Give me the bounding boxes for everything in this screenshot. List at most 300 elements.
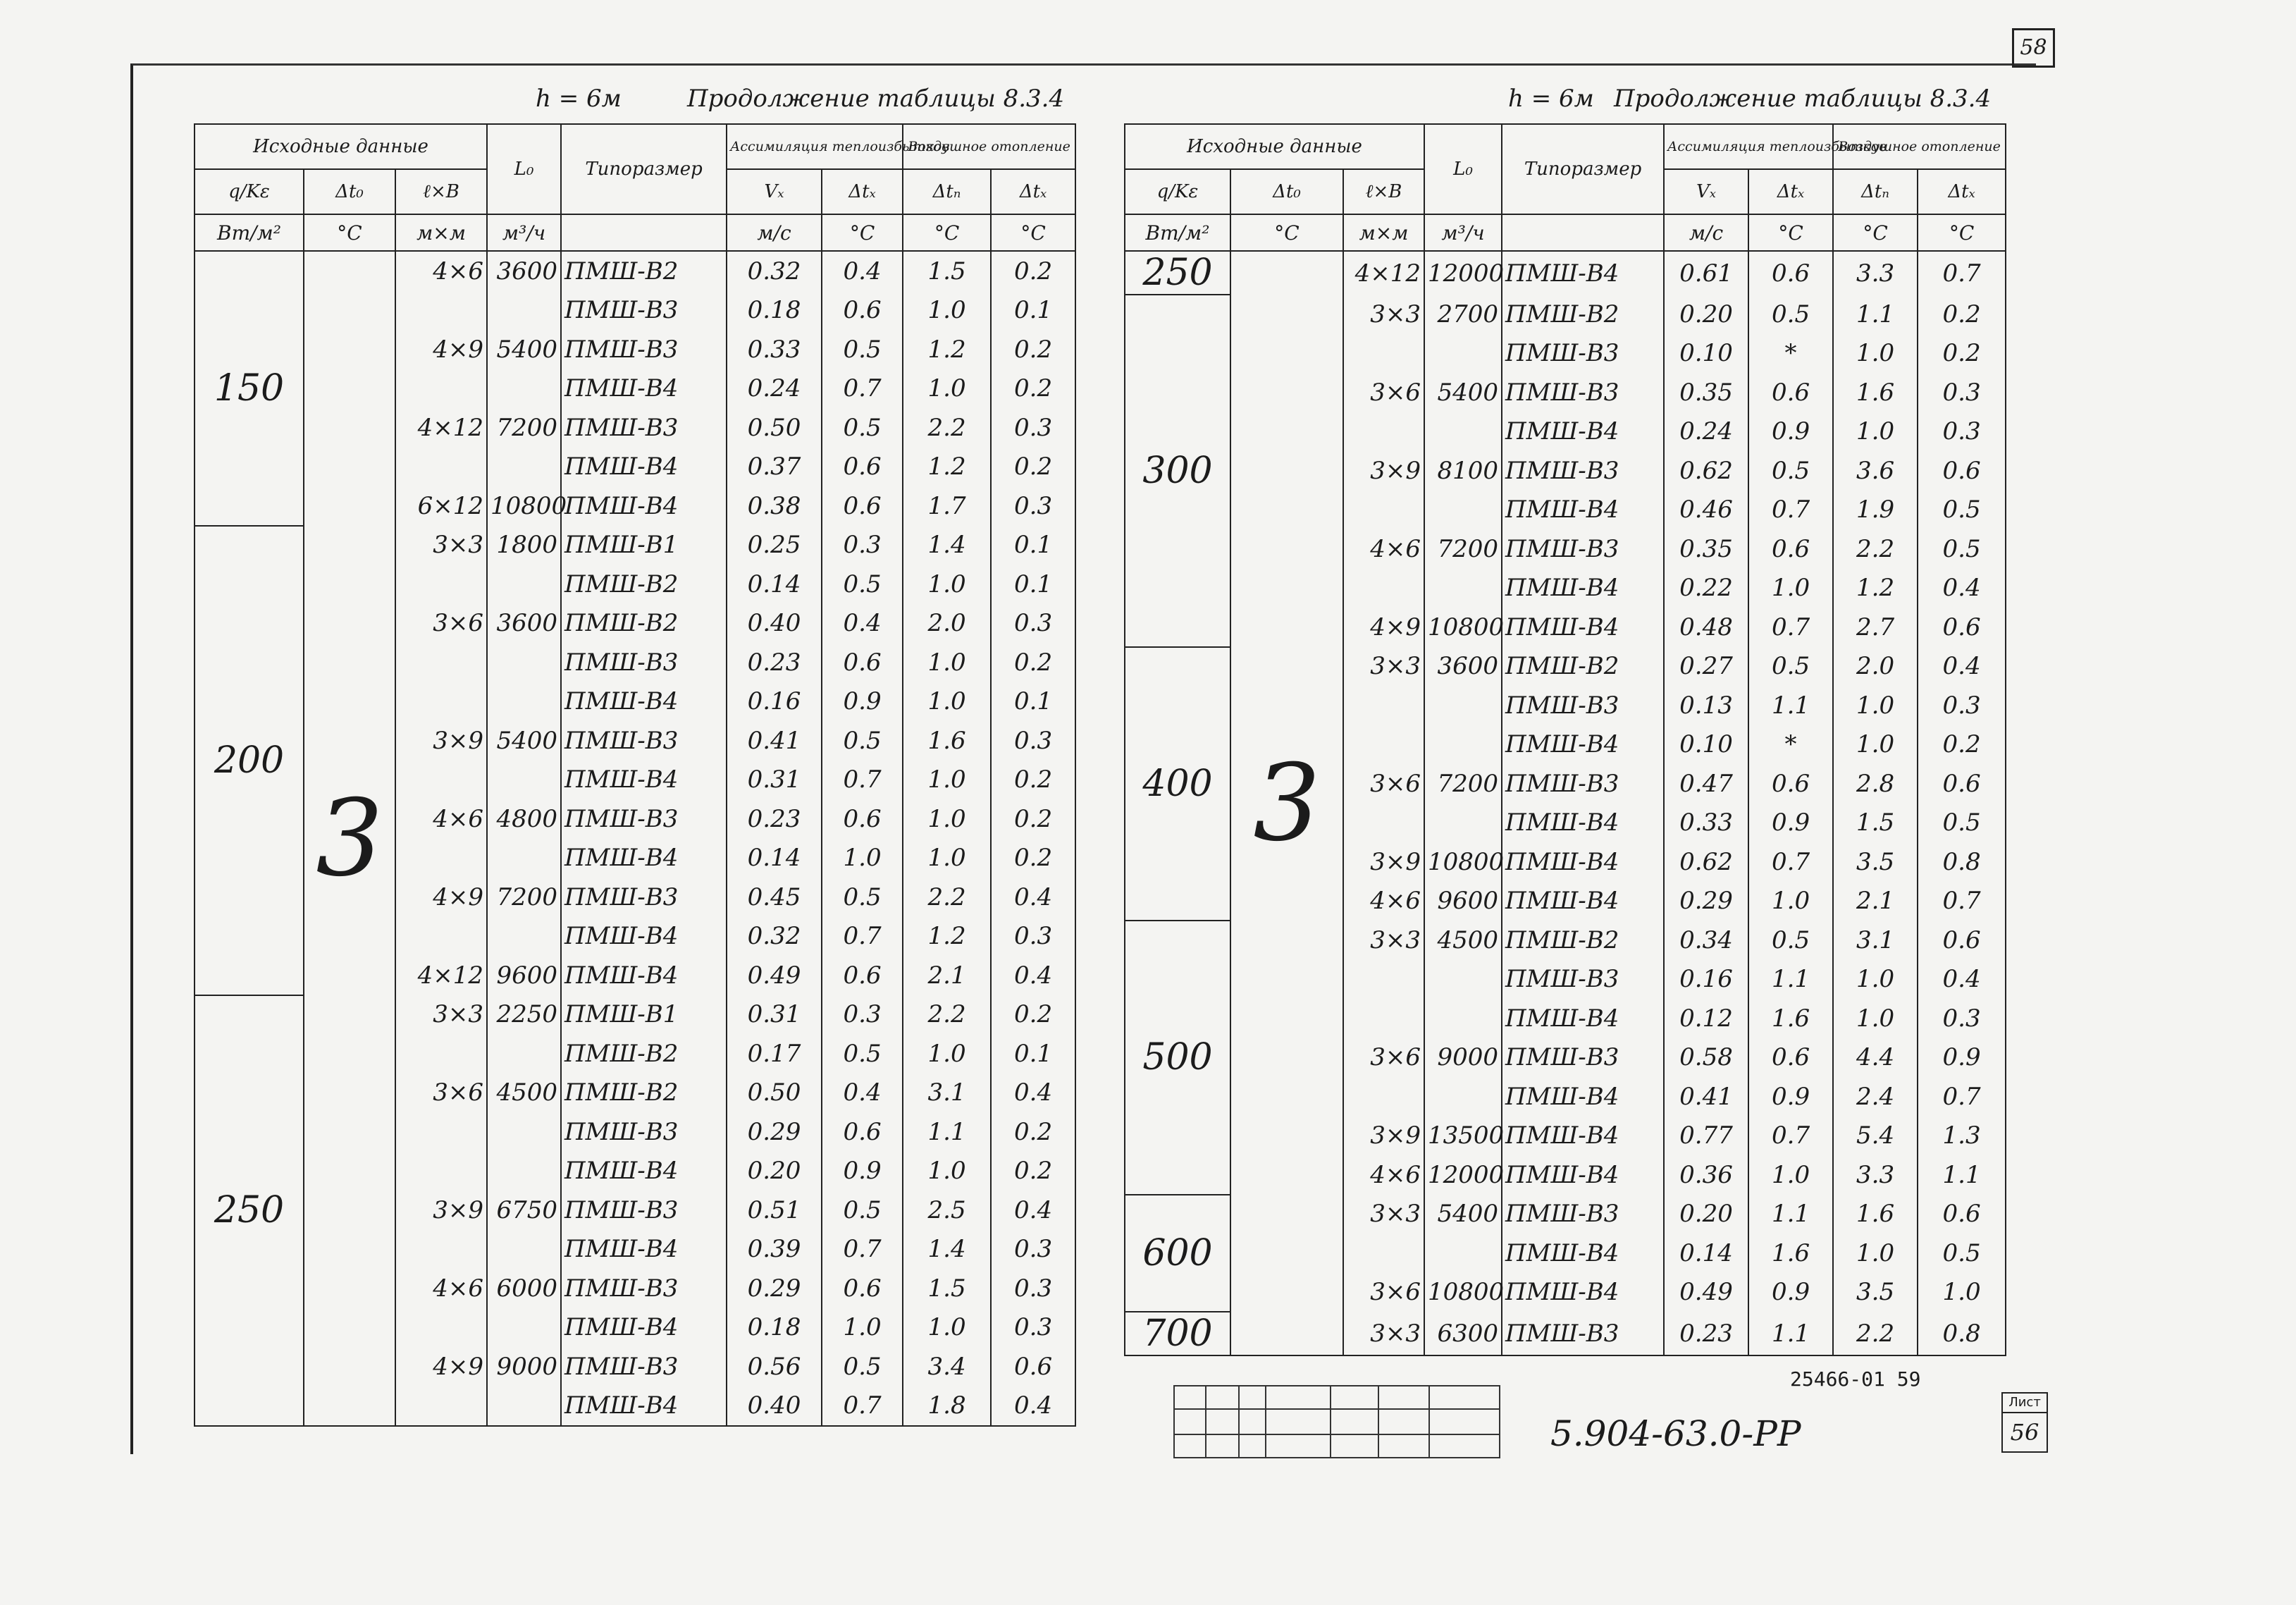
cell-dtx2: 0.3: [1918, 412, 2006, 452]
unit-q: Вт/м²: [1125, 214, 1230, 251]
cell-lxb: 4×6: [1343, 1155, 1424, 1195]
cell-vx: 0.29: [727, 1269, 822, 1308]
unit-L0: м³/ч: [487, 214, 561, 251]
cell-lxb: 3×6: [1343, 1273, 1424, 1312]
cell-dtx2: 0.2: [1918, 334, 2006, 374]
cell-L0: 6300: [1424, 1312, 1502, 1355]
cell-vx: 0.62: [1664, 842, 1748, 882]
cell-L0: 4800: [487, 799, 561, 839]
cell-type: ПМШ-В4: [561, 682, 727, 722]
cell-lxb: [395, 839, 487, 878]
cell-vx: 0.58: [1664, 1038, 1748, 1078]
cell-dtn: 1.8: [903, 1386, 991, 1427]
header-vx: Vₓ: [1664, 169, 1748, 214]
cell-vx: 0.35: [1664, 373, 1748, 412]
cell-dtn: 3.3: [1833, 251, 1918, 295]
cell-dtn: 1.6: [1833, 373, 1918, 412]
cell-lxb: 3×6: [395, 604, 487, 644]
cell-dtn: 1.0: [903, 1308, 991, 1348]
cell-lxb: 3×9: [1343, 842, 1424, 882]
cell-vx: 0.29: [1664, 882, 1748, 921]
cell-lxb: 3×3: [1343, 295, 1424, 334]
cell-dtx2: 0.2: [991, 1152, 1075, 1191]
unit-q: Вт/м²: [195, 214, 304, 251]
header-lxb: ℓ×B: [1343, 169, 1424, 214]
cell-type: ПМШ-В3: [1502, 1038, 1664, 1078]
cell-dtx2: 0.5: [1918, 1234, 2006, 1273]
cell-dtx2: 0.3: [991, 1269, 1075, 1308]
cell-L0: 7200: [487, 408, 561, 448]
cell-vx: 0.34: [1664, 921, 1748, 960]
cell-type: ПМШ-В3: [561, 878, 727, 917]
cell-dtx: 0.6: [822, 1269, 903, 1308]
cell-dtx: 1.0: [1748, 882, 1833, 921]
cell-dtx2: 0.5: [1918, 529, 2006, 569]
cell-dtx: 0.3: [822, 526, 903, 565]
cell-L0: [1424, 1077, 1502, 1117]
unit-type: [561, 214, 727, 251]
cell-dtx: 0.6: [1748, 529, 1833, 569]
cell-type: ПМШ-В4: [1502, 725, 1664, 765]
cell-vx: 0.62: [1664, 451, 1748, 491]
cell-vx: 0.48: [1664, 608, 1748, 647]
cell-dtx: 1.0: [1748, 569, 1833, 608]
cell-dtx2: 0.3: [991, 486, 1075, 526]
cell-dtx2: 0.2: [991, 839, 1075, 878]
cell-vx: 0.16: [1664, 960, 1748, 1000]
cell-vx: 0.31: [727, 761, 822, 800]
cell-dtx: 0.6: [1748, 1038, 1833, 1078]
cell-dtn: 1.0: [903, 839, 991, 878]
cell-dtx: 0.6: [822, 486, 903, 526]
cell-L0: [487, 1308, 561, 1348]
left-table: [194, 123, 1076, 1427]
cell-dtx: 0.7: [1748, 608, 1833, 647]
cell-lxb: [395, 1112, 487, 1152]
cell-type: ПМШ-В1: [561, 526, 727, 565]
cell-type: ПМШ-В4: [1502, 412, 1664, 452]
cell-L0: [1424, 725, 1502, 765]
cell-dtx2: 0.5: [1918, 491, 2006, 530]
cell-L0: [487, 761, 561, 800]
cell-dtx: 0.7: [1748, 491, 1833, 530]
cell-dtx2: 0.6: [1918, 921, 2006, 960]
cell-lxb: 4×9: [395, 330, 487, 369]
cell-vx: 0.49: [727, 956, 822, 995]
cell-dtn: 1.0: [1833, 999, 1918, 1038]
cell-vx: 0.31: [727, 995, 822, 1035]
cell-L0: 7200: [1424, 764, 1502, 804]
cell-type: ПМШ-В3: [561, 408, 727, 448]
right-table: [1124, 123, 2006, 1356]
cell-q-group: 150: [195, 251, 304, 526]
cell-vx: 0.38: [727, 486, 822, 526]
cell-lxb: 4×6: [395, 1269, 487, 1308]
cell-L0: [487, 565, 561, 604]
cell-dtn: 2.5: [903, 1191, 991, 1230]
cell-type: ПМШ-В2: [561, 1034, 727, 1074]
cell-dtx2: 0.1: [991, 565, 1075, 604]
cell-dtx: 0.5: [1748, 921, 1833, 960]
cell-vx: 0.45: [727, 878, 822, 917]
cell-dtn: 2.0: [1833, 647, 1918, 687]
cell-type: ПМШ-В3: [1502, 451, 1664, 491]
cell-lxb: [1343, 412, 1424, 452]
cell-L0: 3600: [487, 604, 561, 644]
cell-dtn: 1.5: [903, 1269, 991, 1308]
cell-vx: 0.13: [1664, 686, 1748, 725]
cell-dtx2: 0.2: [991, 643, 1075, 682]
cell-L0: 7200: [1424, 529, 1502, 569]
cell-dtx2: 0.6: [1918, 608, 2006, 647]
cell-dtn: 1.0: [903, 565, 991, 604]
cell-dtx: 0.5: [822, 721, 903, 761]
cell-dtn: 3.6: [1833, 451, 1918, 491]
cell-dtx: 1.6: [1748, 999, 1833, 1038]
cell-L0: [487, 682, 561, 722]
cell-L0: 13500: [1424, 1117, 1502, 1156]
cell-lxb: 3×9: [395, 1191, 487, 1230]
cell-type: ПМШ-В3: [561, 721, 727, 761]
cell-vx: 0.14: [1664, 1234, 1748, 1273]
cell-dtn: 2.2: [903, 408, 991, 448]
cell-dtn: 1.2: [903, 448, 991, 487]
cell-type: ПМШ-В3: [561, 330, 727, 369]
cell-L0: 5400: [487, 330, 561, 369]
cell-dtx2: 0.3: [1918, 373, 2006, 412]
cell-dtx: 1.1: [1748, 1312, 1833, 1355]
cell-dtx: 0.7: [822, 1386, 903, 1427]
cell-L0: [1424, 412, 1502, 452]
cell-dtx: 0.6: [1748, 764, 1833, 804]
cell-lxb: 3×6: [395, 1074, 487, 1113]
cell-vx: 0.77: [1664, 1117, 1748, 1156]
cell-vx: 0.61: [1664, 251, 1748, 295]
cell-vx: 0.32: [727, 917, 822, 957]
cell-dtx: 1.0: [822, 1308, 903, 1348]
cell-lxb: [395, 448, 487, 487]
cell-L0: [1424, 569, 1502, 608]
cell-dtx2: 0.2: [991, 369, 1075, 409]
cell-lxb: 4×12: [395, 408, 487, 448]
cell-dtn: 1.0: [1833, 412, 1918, 452]
cell-type: ПМШ-В4: [561, 761, 727, 800]
cell-dtn: 1.4: [903, 1230, 991, 1269]
cell-type: ПМШ-В4: [561, 369, 727, 409]
left-heading-height: h = 6м: [536, 85, 622, 113]
cell-type: ПМШ-В2: [1502, 647, 1664, 687]
cell-dtn: 1.6: [903, 721, 991, 761]
cell-L0: 9000: [1424, 1038, 1502, 1078]
cell-type: ПМШ-В4: [1502, 999, 1664, 1038]
cell-vx: 0.18: [727, 1308, 822, 1348]
cell-L0: 3600: [1424, 647, 1502, 687]
unit-vx: м/с: [727, 214, 822, 251]
cell-q-group: 500: [1125, 921, 1230, 1195]
header-L0: L₀: [1424, 124, 1502, 214]
cell-lxb: [1343, 999, 1424, 1038]
cell-vx: 0.27: [1664, 647, 1748, 687]
cell-lxb: 4×6: [1343, 529, 1424, 569]
cell-L0: 10800: [1424, 842, 1502, 882]
cell-dtx: 0.4: [822, 604, 903, 644]
cell-dtx: 0.7: [1748, 842, 1833, 882]
cell-q-group: 400: [1125, 647, 1230, 921]
cell-type: ПМШ-В3: [561, 643, 727, 682]
cell-dtx: 0.9: [1748, 804, 1833, 843]
cell-dtx: 0.3: [822, 995, 903, 1035]
cell-vx: 0.33: [1664, 804, 1748, 843]
cell-dtn: 5.4: [1833, 1117, 1918, 1156]
cell-dtn: 1.0: [903, 799, 991, 839]
title-block-stamp: [1173, 1385, 1498, 1456]
cell-lxb: 3×6: [1343, 373, 1424, 412]
header-initial-data: Исходные данные: [1125, 124, 1424, 169]
cell-L0: [1424, 491, 1502, 530]
cell-dtx: 0.6: [822, 643, 903, 682]
cell-dtx: 0.7: [822, 917, 903, 957]
header-dtn: Δtₙ: [1833, 169, 1918, 214]
cell-lxb: [395, 682, 487, 722]
cell-dtx: 0.7: [822, 369, 903, 409]
cell-lxb: 3×3: [395, 995, 487, 1035]
document-subcode: 25466-01 59: [1790, 1367, 1921, 1391]
cell-dtn: 1.0: [1833, 960, 1918, 1000]
cell-vx: 0.23: [727, 643, 822, 682]
cell-L0: 8100: [1424, 451, 1502, 491]
cell-dtx2: 0.4: [991, 1386, 1075, 1427]
header-vx: Vₓ: [727, 169, 822, 214]
cell-dtn: 2.0: [903, 604, 991, 644]
cell-type: ПМШ-В4: [1502, 251, 1664, 295]
header-L0: L₀: [487, 124, 561, 214]
cell-dtx: 0.7: [822, 761, 903, 800]
cell-q-group: 300: [1125, 295, 1230, 647]
cell-L0: [487, 643, 561, 682]
unit-dtn: °С: [903, 214, 991, 251]
cell-vx: 0.36: [1664, 1155, 1748, 1195]
cell-dtx: *: [1748, 725, 1833, 765]
sheet-number: 56: [2010, 1419, 2039, 1446]
cell-dtx2: 0.1: [991, 1034, 1075, 1074]
cell-dtx: 0.6: [822, 291, 903, 331]
cell-type: ПМШ-В4: [561, 1230, 727, 1269]
cell-dtx2: 0.1: [991, 526, 1075, 565]
cell-q-group: 700: [1125, 1312, 1230, 1355]
cell-dtx: 0.6: [822, 1112, 903, 1152]
unit-dtn: °С: [1833, 214, 1918, 251]
cell-vx: 0.20: [1664, 295, 1748, 334]
cell-dtn: 2.1: [903, 956, 991, 995]
cell-L0: [1424, 334, 1502, 374]
cell-type: ПМШ-В3: [1502, 529, 1664, 569]
cell-dtn: 1.1: [1833, 295, 1918, 334]
cell-L0: 5400: [487, 721, 561, 761]
cell-dtx2: 0.6: [1918, 764, 2006, 804]
cell-dtx: 0.7: [822, 1230, 903, 1269]
cell-dtx2: 0.9: [1918, 1038, 2006, 1078]
cell-lxb: 4×9: [395, 1347, 487, 1386]
cell-L0: 3600: [487, 251, 561, 291]
unit-L0: м³/ч: [1424, 214, 1502, 251]
cell-L0: [487, 1386, 561, 1427]
cell-type: ПМШ-В2: [561, 604, 727, 644]
header-dt0: Δt₀: [304, 169, 395, 214]
cell-dtn: 2.4: [1833, 1077, 1918, 1117]
cell-dtn: 3.3: [1833, 1155, 1918, 1195]
cell-dtx2: 0.3: [991, 1308, 1075, 1348]
cell-dtn: 3.4: [903, 1347, 991, 1386]
cell-lxb: [1343, 804, 1424, 843]
cell-dtx2: 0.4: [1918, 569, 2006, 608]
cell-lxb: 4×12: [395, 956, 487, 995]
cell-type: ПМШ-В2: [1502, 295, 1664, 334]
cell-vx: 0.23: [1664, 1312, 1748, 1355]
cell-dtn: 1.6: [1833, 1195, 1918, 1234]
cell-L0: 4500: [487, 1074, 561, 1113]
cell-dtx2: 0.8: [1918, 842, 2006, 882]
cell-lxb: 4×6: [395, 251, 487, 291]
cell-lxb: [395, 565, 487, 604]
cell-dtx2: 0.2: [1918, 295, 2006, 334]
cell-dtx: *: [1748, 334, 1833, 374]
cell-dtx2: 0.8: [1918, 1312, 2006, 1355]
cell-vx: 0.47: [1664, 764, 1748, 804]
cell-lxb: 3×9: [395, 721, 487, 761]
cell-dtx: 0.5: [822, 1191, 903, 1230]
cell-dtx2: 0.2: [991, 330, 1075, 369]
cell-type: ПМШ-В3: [1502, 1312, 1664, 1355]
cell-vx: 0.49: [1664, 1273, 1748, 1312]
cell-type: ПМШ-В4: [561, 486, 727, 526]
page-number-top: 58: [2012, 28, 2055, 68]
cell-L0: [487, 291, 561, 331]
cell-L0: [487, 839, 561, 878]
unit-dt0: °С: [304, 214, 395, 251]
cell-dtn: 3.1: [1833, 921, 1918, 960]
cell-vx: 0.39: [727, 1230, 822, 1269]
cell-vx: 0.24: [727, 369, 822, 409]
sheet-number-box: [2001, 1392, 2048, 1453]
cell-dtn: 1.5: [1833, 804, 1918, 843]
cell-type: ПМШ-В4: [1502, 882, 1664, 921]
cell-dtn: 1.0: [903, 369, 991, 409]
cell-dtx2: 0.6: [1918, 451, 2006, 491]
cell-dtx: 0.9: [1748, 1077, 1833, 1117]
header-type: Типоразмер: [561, 124, 727, 214]
cell-vx: 0.41: [727, 721, 822, 761]
left-heading-title: Продолжение таблицы 8.3.4: [687, 85, 1065, 113]
cell-dtx: 0.5: [822, 330, 903, 369]
cell-dtx: 0.5: [822, 878, 903, 917]
cell-dtx2: 0.7: [1918, 251, 2006, 295]
cell-dtx: 0.5: [822, 1347, 903, 1386]
cell-lxb: 3×9: [1343, 451, 1424, 491]
cell-L0: [487, 1152, 561, 1191]
cell-vx: 0.20: [727, 1152, 822, 1191]
cell-dtx2: 0.3: [991, 1230, 1075, 1269]
header-assimilation: Ассимиляция теплоизбытков: [727, 124, 903, 169]
cell-dtn: 2.8: [1833, 764, 1918, 804]
cell-lxb: 3×6: [1343, 1038, 1424, 1078]
cell-dtn: 1.0: [1833, 686, 1918, 725]
cell-type: ПМШ-В3: [561, 1347, 727, 1386]
cell-vx: 0.50: [727, 1074, 822, 1113]
cell-vx: 0.14: [727, 839, 822, 878]
cell-dt0: 3: [1230, 251, 1343, 1355]
header-assimilation: Ассимиляция теплоизбытков: [1664, 124, 1833, 169]
cell-dtx2: 0.3: [1918, 686, 2006, 725]
unit-dtx: °С: [1748, 214, 1833, 251]
cell-type: ПМШ-В4: [1502, 608, 1664, 647]
cell-type: ПМШ-В3: [561, 1269, 727, 1308]
cell-vx: 0.46: [1664, 491, 1748, 530]
cell-lxb: [1343, 960, 1424, 1000]
cell-dtx2: 0.3: [991, 604, 1075, 644]
cell-dtn: 1.0: [903, 643, 991, 682]
cell-L0: 9600: [1424, 882, 1502, 921]
cell-lxb: [395, 761, 487, 800]
cell-dtx: 0.6: [822, 448, 903, 487]
cell-type: ПМШ-В3: [1502, 764, 1664, 804]
cell-L0: 9600: [487, 956, 561, 995]
cell-dtx2: 0.2: [991, 1112, 1075, 1152]
cell-dtx2: 0.2: [991, 995, 1075, 1035]
cell-dtx: 0.6: [822, 956, 903, 995]
unit-type: [1502, 214, 1664, 251]
cell-dtx: 0.5: [1748, 451, 1833, 491]
unit-vx: м/с: [1664, 214, 1748, 251]
cell-vx: 0.41: [1664, 1077, 1748, 1117]
cell-L0: 6000: [487, 1269, 561, 1308]
cell-vx: 0.40: [727, 604, 822, 644]
unit-dtx: °С: [822, 214, 903, 251]
cell-type: ПМШ-В3: [1502, 334, 1664, 374]
cell-lxb: 6×12: [395, 486, 487, 526]
cell-L0: [1424, 1234, 1502, 1273]
cell-lxb: 4×12: [1343, 251, 1424, 295]
cell-dtx2: 0.2: [1918, 725, 2006, 765]
header-dtn: Δtₙ: [903, 169, 991, 214]
cell-vx: 0.33: [727, 330, 822, 369]
cell-lxb: [1343, 1234, 1424, 1273]
cell-dtx: 0.5: [822, 1034, 903, 1074]
cell-lxb: [395, 1034, 487, 1074]
cell-dtn: 3.5: [1833, 1273, 1918, 1312]
cell-vx: 0.12: [1664, 999, 1748, 1038]
cell-type: ПМШ-В2: [1502, 921, 1664, 960]
cell-vx: 0.50: [727, 408, 822, 448]
cell-q-group: 250: [1125, 251, 1230, 295]
cell-L0: 7200: [487, 878, 561, 917]
cell-type: ПМШ-В4: [1502, 1155, 1664, 1195]
cell-type: ПМШ-В4: [1502, 1234, 1664, 1273]
cell-lxb: [395, 1152, 487, 1191]
cell-lxb: 3×3: [395, 526, 487, 565]
cell-L0: 4500: [1424, 921, 1502, 960]
cell-lxb: 3×9: [1343, 1117, 1424, 1156]
cell-q-group: 600: [1125, 1195, 1230, 1312]
cell-type: ПМШ-В2: [561, 1074, 727, 1113]
cell-dtx2: 0.6: [1918, 1195, 2006, 1234]
cell-vx: 0.10: [1664, 334, 1748, 374]
cell-dtn: 2.1: [1833, 882, 1918, 921]
cell-type: ПМШ-В2: [561, 251, 727, 291]
cell-L0: [1424, 804, 1502, 843]
cell-lxb: [1343, 334, 1424, 374]
cell-dtn: 1.1: [903, 1112, 991, 1152]
cell-dtx: 1.1: [1748, 1195, 1833, 1234]
